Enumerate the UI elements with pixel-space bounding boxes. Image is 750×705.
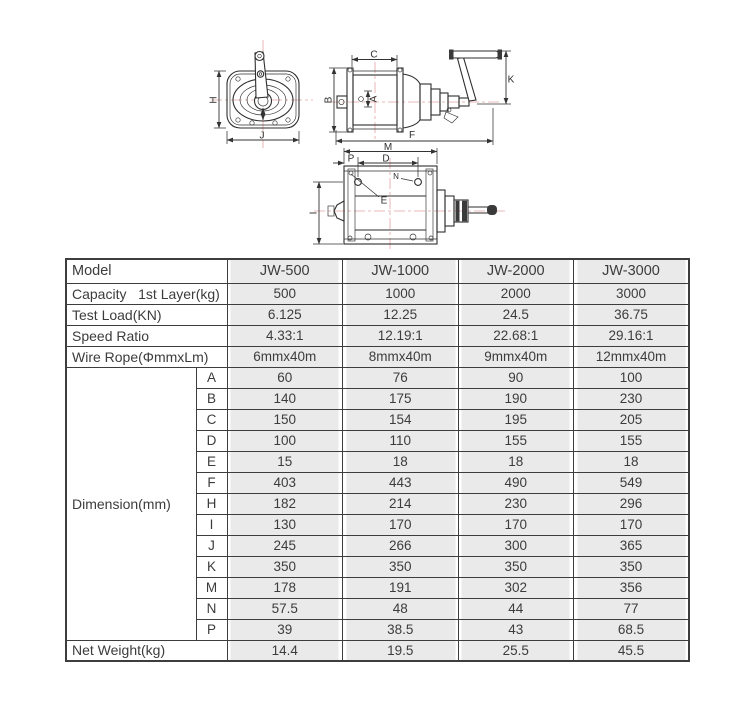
dimension-value: 296 [574, 493, 690, 514]
spec-row [66, 304, 689, 325]
dimension-value: 18 [574, 451, 690, 472]
dimension-value: 15 [227, 451, 343, 472]
dimension-value: 150 [227, 409, 343, 430]
dimension-letter: P [196, 619, 227, 640]
dimension-value: 350 [574, 556, 690, 577]
dimension-value: 44 [458, 598, 574, 619]
spec-value: 6mmx40m [227, 346, 343, 367]
dimension-letter: A [196, 367, 227, 388]
dimension-value: 90 [458, 367, 574, 388]
dimension-value: 350 [343, 556, 459, 577]
spec-value: 12.25 [343, 304, 459, 325]
dim-label-e: E [380, 195, 388, 207]
dimension-value: 170 [574, 514, 690, 535]
net-weight-value: 25.5 [458, 640, 574, 661]
dimension-value: 100 [227, 430, 343, 451]
spec-value: 3000 [574, 283, 690, 304]
net-weight-value: 45.5 [574, 640, 690, 661]
spec-row-label: Capacity 1st Layer(kg) [66, 283, 227, 304]
dimension-value: 191 [343, 577, 459, 598]
dim-label-b: B [323, 96, 335, 104]
dimension-value: 266 [343, 535, 459, 556]
spec-row-label: Wire Rope(ΦmmxLm) [66, 346, 227, 367]
dimension-letter: K [196, 556, 227, 577]
model-row [66, 259, 689, 283]
spec-value: 1000 [343, 283, 459, 304]
dimension-value: 230 [574, 388, 690, 409]
dimension-value: 365 [574, 535, 690, 556]
dimension-letter: H [196, 493, 227, 514]
dimension-value: 18 [343, 451, 459, 472]
spec-table-body [66, 259, 689, 661]
dim-label-p: P [347, 153, 355, 165]
spec-row-label: Speed Ratio [66, 325, 227, 346]
dim-label-c: C [370, 49, 378, 61]
net-weight-label: Net Weight(kg) [66, 640, 227, 661]
dimension-value: 60 [227, 367, 343, 388]
dim-label-a: A [368, 95, 380, 103]
dimension-value: 57.5 [227, 598, 343, 619]
dimension-value: 302 [458, 577, 574, 598]
dimension-letter: C [196, 409, 227, 430]
dimension-value: 195 [458, 409, 574, 430]
dimension-value: 350 [227, 556, 343, 577]
dimension-value: 549 [574, 472, 690, 493]
dimension-value: 443 [343, 472, 459, 493]
dim-label-h: H [208, 96, 220, 104]
dimension-value: 205 [574, 409, 690, 430]
dimension-value: 175 [343, 388, 459, 409]
spec-value: 8mmx40m [343, 346, 459, 367]
dimension-value: 155 [458, 430, 574, 451]
spec-row [66, 283, 689, 304]
dimension-group-label: Dimension(mm) [66, 367, 196, 640]
dimension-value: 170 [458, 514, 574, 535]
spec-table [65, 258, 690, 662]
spec-row [66, 325, 689, 346]
spec-value: 29.16:1 [574, 325, 690, 346]
spec-row-label: Test Load(KN) [66, 304, 227, 325]
dimension-value: 490 [458, 472, 574, 493]
bottom-view-drawing [309, 142, 507, 252]
spec-value: 36.75 [574, 304, 690, 325]
dimension-letter: J [196, 535, 227, 556]
model-name: JW-2000 [458, 259, 574, 283]
top-view-drawing [209, 40, 313, 148]
dimension-letter: I [196, 514, 227, 535]
technical-drawings [0, 0, 750, 258]
dimension-value: 245 [227, 535, 343, 556]
model-name: JW-3000 [574, 259, 690, 283]
dimension-value: 154 [343, 409, 459, 430]
dimension-value: 18 [458, 451, 574, 472]
dimension-value: 140 [227, 388, 343, 409]
spec-value: 2000 [458, 283, 574, 304]
dimension-value: 178 [227, 577, 343, 598]
side-view-drawing [324, 50, 515, 146]
spec-value: 24.5 [458, 304, 574, 325]
dimension-value: 130 [227, 514, 343, 535]
net-weight-value: 14.4 [227, 640, 343, 661]
dimension-value: 38.5 [343, 619, 459, 640]
dimension-value: 43 [458, 619, 574, 640]
dim-label-m: M [383, 142, 393, 154]
dimension-letter: D [196, 430, 227, 451]
dimension-letter: B [196, 388, 227, 409]
dimension-value: 230 [458, 493, 574, 514]
spec-value: 12mmx40m [574, 346, 690, 367]
model-name: JW-500 [227, 259, 343, 283]
dimension-value: 214 [343, 493, 459, 514]
dimension-value: 403 [227, 472, 343, 493]
dimension-value: 300 [458, 535, 574, 556]
dimension-value: 170 [343, 514, 459, 535]
dimension-value: 68.5 [574, 619, 690, 640]
dimension-value: 350 [458, 556, 574, 577]
dimension-row [66, 367, 689, 388]
net-weight-value: 19.5 [343, 640, 459, 661]
dimension-value: 39 [227, 619, 343, 640]
dimension-value: 155 [574, 430, 690, 451]
dim-label-d: D [382, 153, 390, 165]
dimension-value: 48 [343, 598, 459, 619]
spec-row [66, 346, 689, 367]
spec-value: 6.125 [227, 304, 343, 325]
dimension-letter: M [196, 577, 227, 598]
net-weight-row [66, 640, 689, 661]
dim-label-n: N [393, 172, 399, 182]
dimension-value: 100 [574, 367, 690, 388]
dim-label-f: F [408, 130, 416, 142]
spec-value: 12.19:1 [343, 325, 459, 346]
model-name: JW-1000 [343, 259, 459, 283]
dimension-letter: N [196, 598, 227, 619]
dimension-letter: E [196, 451, 227, 472]
spec-value: 9mmx40m [458, 346, 574, 367]
dim-label-j: J [259, 130, 265, 142]
dimension-value: 190 [458, 388, 574, 409]
dimension-value: 76 [343, 367, 459, 388]
dimension-value: 182 [227, 493, 343, 514]
spec-value: 4.33:1 [227, 325, 343, 346]
model-row-label: Model [66, 259, 227, 283]
dimension-value: 356 [574, 577, 690, 598]
dimension-letter: F [196, 472, 227, 493]
spec-value: 22.68:1 [458, 325, 574, 346]
dimension-value: 77 [574, 598, 690, 619]
dim-label-i: I [308, 211, 320, 215]
spec-value: 500 [227, 283, 343, 304]
dimension-value: 110 [343, 430, 459, 451]
dim-label-k: K [507, 74, 515, 86]
